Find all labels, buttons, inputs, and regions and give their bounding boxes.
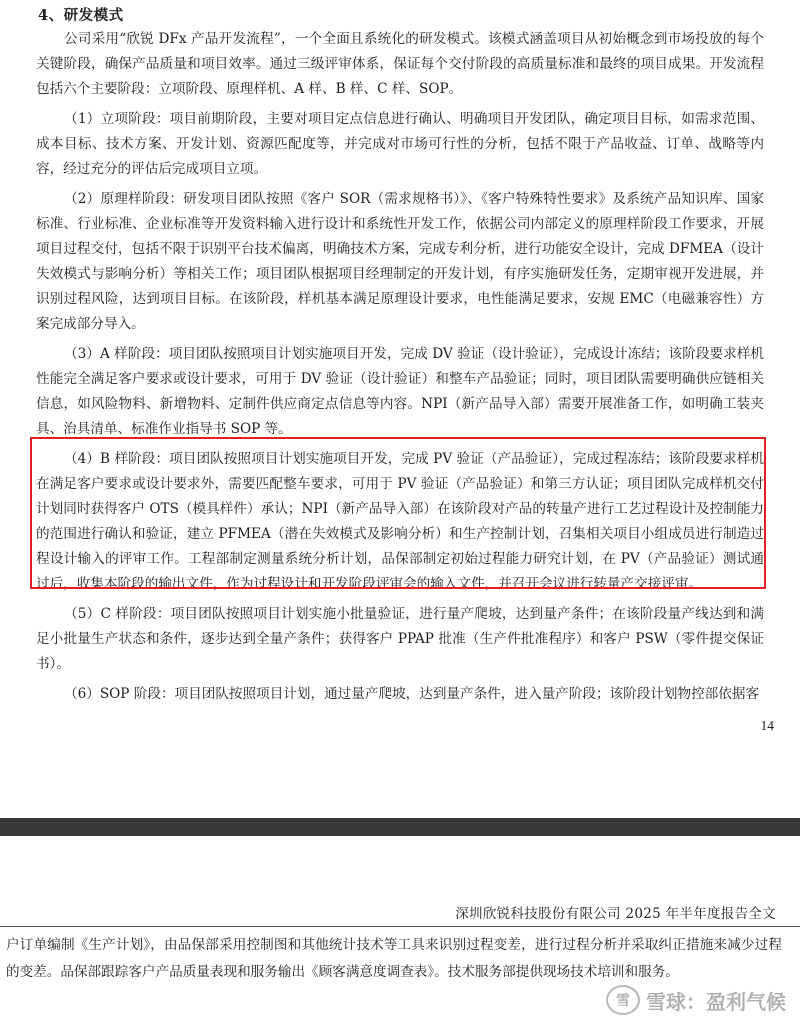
section-heading: 4、研发模式 xyxy=(38,7,124,24)
paragraph-stage-5: （5）C 样阶段：项目团队按照项目计划实施小批量验证，进行量产爬坡，达到量产条件；在该阶段量产线达到和满足小批量生产状态和条件，逐步达到全量产条件；获得客户 PPAP 批准（生产件批准程序）和客户 PSW（零件提交保证书）。 xyxy=(36,606,764,672)
paragraph-stage-6: （6）SOP 阶段：项目团队按照项目计划，通过量产爬坡，达到量产条件，进入量产阶段；该阶段计划物控部依据客 xyxy=(64,686,760,702)
header-rule xyxy=(0,926,800,927)
paragraph-stage-1: （1）立项阶段：项目前期阶段，主要对项目定点信息进行确认、明确项目开发团队，确定项目目标，如需求范围、成本目标、技术方案、开发计划、资源匹配度等，并完成对市场可行性的分析，包括不限于产品收益、订单、战略等内容，经过充分的评估后完成项目立项。 xyxy=(36,111,764,177)
watermark xyxy=(606,985,786,1015)
paragraph-intro: 公司采用“欣锐 DFx 产品开发流程”，一个全面且系统化的研发模式。该模式涵盖项目从初始概念到市场投放的每个关键阶段，确保产品质量和项目效率。通过三级评审体系，保证每个交付阶段的高质量标准和最终的项目成果。开发流程包括六个主要阶段：立项阶段、原理样机、A 样、B 样、C 样、SOP。 xyxy=(36,31,764,97)
next-page-text: 户订单编制《生产计划》，由品保部采用控制图和其他统计技术等工具来识别过程变差，进行过程分析并采取纠正措施来减少过程的变差。品保部跟踪客户产品质量表现和服务输出《顾客满意度调查表》。技术服务部提供现场技术培训和服务。 xyxy=(6,937,782,980)
watermark-text: 雪球：盈利气候 xyxy=(646,989,786,1014)
running-header: 深圳欣锐科技股份有限公司 2025 年半年度报告全文 xyxy=(455,906,776,922)
highlight-box xyxy=(30,437,766,589)
paragraph-stage-4: （4）B 样阶段：项目团队按照项目计划实施项目开发，完成 PV 验证（产品验证），完成过程冻结；该阶段要求样机在满足客户要求或设计要求外，需要匹配整车要求，可用于 PV 验证（产品验证）和第三方认证；项目团队完成样机交付计划同时获得客户 OTS（模具样件）承认；NPI（新产品导入部）在该阶段对产品的转量产进行工艺过程设计及控制能力的范围进行确认和验证，建立 PFMEA（潜在失效模式及影响分析）和生产控制计划，召集相关项目小组成员进行制造过程设计输入的评审工作。工程部制定测量系统分析计划，品保部制定初始过程能力研究计划，在 PV（产品验证）测试通过后，收集本阶段的输出文件，作为过程设计和开发阶段评审会的输入文件，并召开会议进行转量产交接评审。 xyxy=(36,451,764,592)
page-break-divider xyxy=(0,818,800,836)
body-text xyxy=(36,27,764,712)
page-number: 14 xyxy=(760,718,774,733)
paragraph-stage-3: （3）A 样阶段：项目团队按照项目计划实施项目开发，完成 DV 验证（设计验证），完成设计冻结；该阶段要求样机性能完全满足客户要求或设计要求，可用于 DV 验证（设计验证）和整车产品验证；同时，项目团队需要明确供应链相关信息，如风险物料、新增物料、定制件供应商定点信息等内容。NPI（新产品导入部）需要开展准备工作，如明确工装夹具、治具清单、标准作业指导书 SOP 等。 xyxy=(36,346,764,437)
snowball-logo-icon: 雪 xyxy=(606,985,640,1015)
paragraph-stage-2: （2）原理样阶段：研发项目团队按照《客户 SOR（需求规格书）》、《客户特殊特性要求》及系统产品知识库、国家标准、行业标准、企业标准等开发资料输入进行设计和系统性开发工作，依据公司内部定义的原理样阶段工作要求，开展项目过程交付，包括不限于识别平台技术偏离，明确技术方案，完成专利分析，进行功能安全设计，完成 DFMEA（设计失效模式与影响分析）等相关工作；项目团队根据项目经理制定的开发计划，有序实施研发任务，定期审视开发进展，并识别过程风险，达到项目目标。在该阶段，样机基本满足原理设计要求，电性能满足要求，安规 EMC（电磁兼容性）方案完成部分导入。 xyxy=(36,191,764,332)
